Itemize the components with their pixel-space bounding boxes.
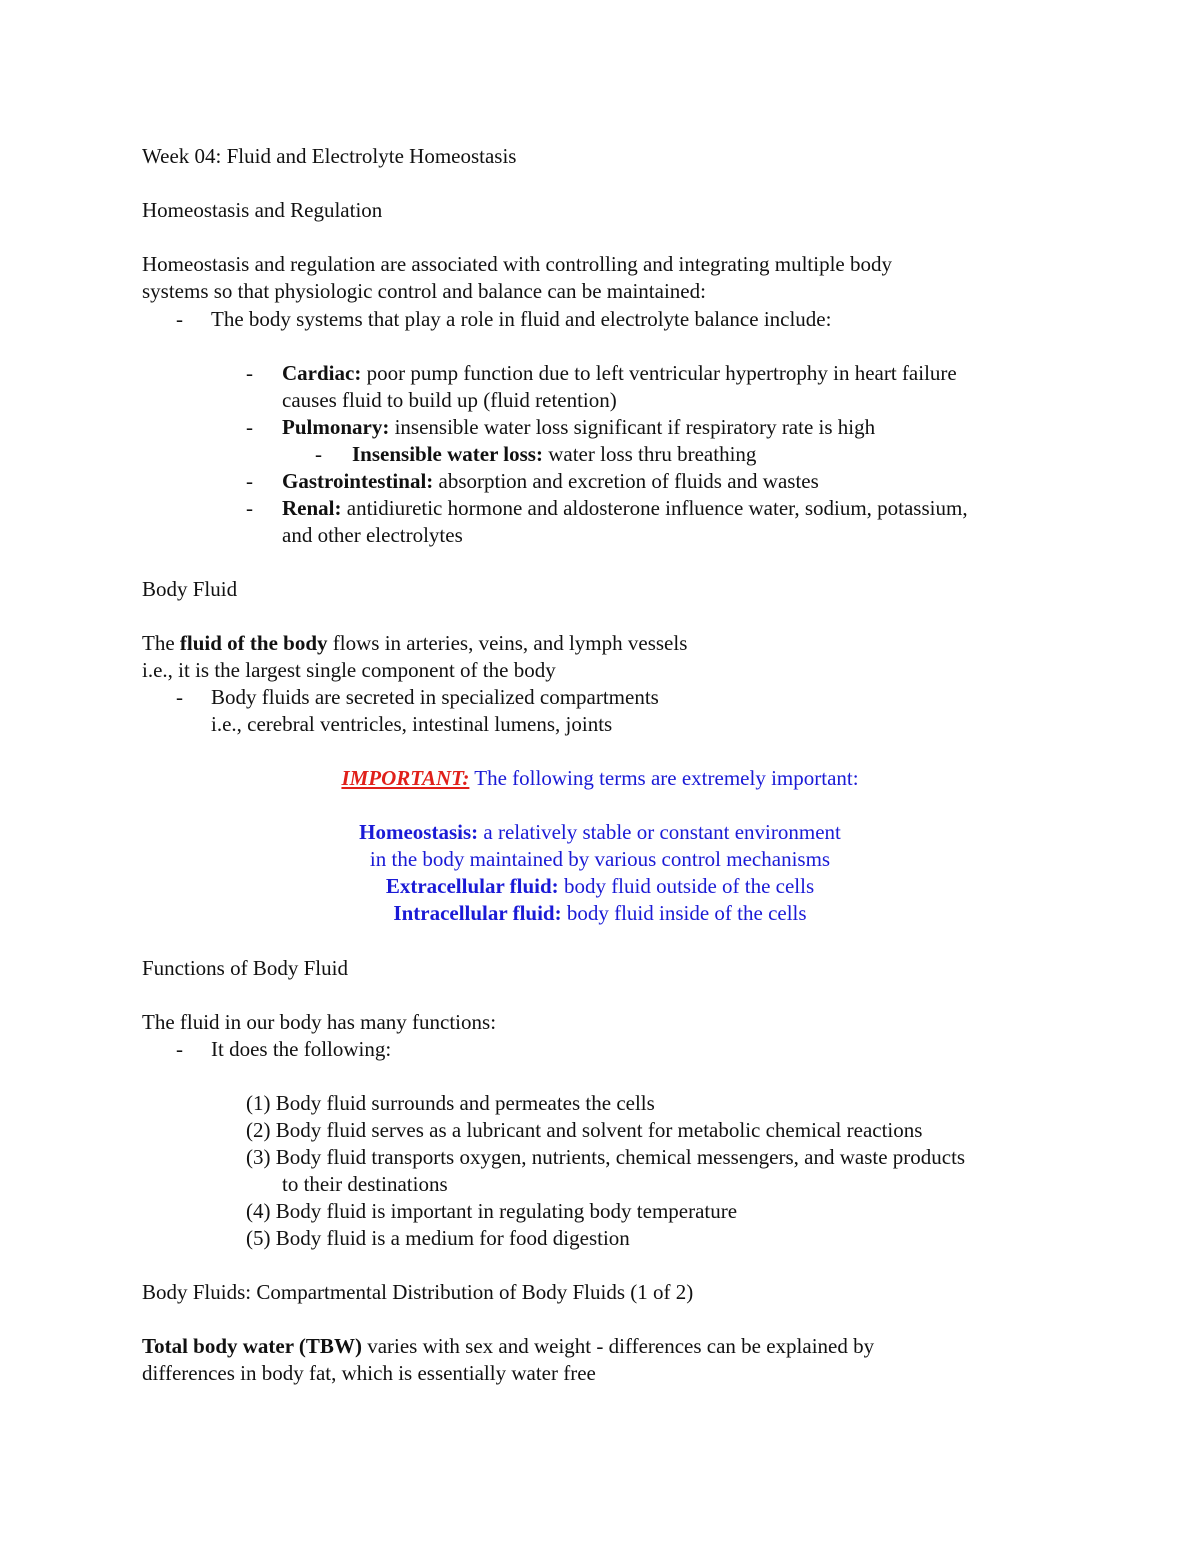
list-item — [352, 441, 756, 468]
paragraph-line: The fluid in our body has many functions: — [142, 1010, 497, 1034]
numbered-item: (5) Body fluid is a medium for food digestion — [246, 1226, 630, 1250]
bullet-dash: - — [246, 361, 253, 385]
term-description: absorption and excretion of fluids and wastes — [433, 469, 819, 493]
bullet-text: Body fluids are secreted in specialized compartments — [211, 685, 659, 709]
numbered-item: (1) Body fluid surrounds and permeates the cells — [246, 1091, 655, 1115]
definition-term: Extracellular fluid: — [385, 874, 559, 898]
paragraph-line — [142, 1333, 874, 1360]
definition-text: in the body maintained by various control mechanisms — [369, 847, 831, 871]
section-heading-functions: Functions of Body Fluid — [142, 956, 348, 980]
definition-text: a relatively stable or constant environment — [478, 820, 841, 844]
term-label: Gastrointestinal: — [282, 469, 434, 493]
numbered-item: (2) Body fluid serves as a lubricant and solvent for metabolic chemical reactions — [246, 1118, 923, 1142]
bullet-dash: - — [246, 496, 253, 520]
numbered-item: (4) Body fluid is important in regulating body temperature — [246, 1199, 738, 1223]
list-item-continuation: causes fluid to build up (fluid retention) — [282, 388, 617, 412]
bullet-text: The body systems that play a role in fluid and electrolyte balance include: — [211, 307, 832, 331]
paragraph-text: The — [142, 631, 180, 655]
important-text: The following terms are extremely important: — [469, 766, 859, 790]
bullet-dash: - — [176, 685, 183, 709]
bullet-dash: - — [246, 415, 253, 439]
important-callout — [0, 765, 1200, 792]
section-heading-compartmental: Body Fluids: Compartmental Distribution of Body Fluids (1 of 2) — [142, 1280, 694, 1304]
paragraph-text: flows in arteries, veins, and lymph vessels — [327, 631, 688, 655]
term-label: Renal: — [282, 496, 342, 520]
paragraph-text: varies with sex and weight - differences can be explained by — [361, 1334, 875, 1358]
term-description: water loss thru breathing — [542, 442, 757, 466]
term-label: Pulmonary: — [282, 415, 390, 439]
definition-line — [0, 819, 1200, 846]
term-description: poor pump function due to left ventricular hypertrophy in heart failure — [361, 361, 957, 385]
definition-line — [0, 900, 1200, 927]
list-item — [282, 495, 968, 522]
paragraph-line: differences in body fat, which is essentially water free — [142, 1361, 596, 1385]
section-heading-body-fluid: Body Fluid — [142, 577, 238, 601]
bold-term: fluid of the body — [179, 631, 328, 655]
numbered-item: (3) Body fluid transports oxygen, nutrients, chemical messengers, and waste products — [246, 1145, 966, 1169]
definition-text: body fluid inside of the cells — [561, 901, 807, 925]
section-heading-homeostasis: Homeostasis and Regulation — [142, 198, 383, 222]
paragraph-line — [142, 630, 687, 657]
list-item — [282, 468, 819, 495]
bullet-text: It does the following: — [211, 1037, 392, 1061]
list-item — [282, 414, 875, 441]
bullet-dash: - — [176, 307, 183, 331]
term-label: Cardiac: — [282, 361, 362, 385]
definition-line — [0, 846, 1200, 873]
list-item — [282, 360, 957, 387]
important-label: IMPORTANT: — [341, 766, 470, 790]
bullet-continuation: i.e., cerebral ventricles, intestinal lumens, joints — [211, 712, 613, 736]
intro-paragraph-line: Homeostasis and regulation are associated with controlling and integrating multiple body — [142, 252, 892, 276]
definition-term: Homeostasis: — [359, 820, 479, 844]
list-item-continuation: and other electrolytes — [282, 523, 463, 547]
term-description: antidiuretic hormone and aldosterone influence water, sodium, potassium, — [341, 496, 968, 520]
term-label: Insensible water loss: — [352, 442, 543, 466]
paragraph-line: i.e., it is the largest single component of the body — [142, 658, 556, 682]
bullet-dash: - — [246, 469, 253, 493]
bold-term: Total body water (TBW) — [142, 1334, 362, 1358]
term-description: insensible water loss significant if respiratory rate is high — [389, 415, 876, 439]
intro-paragraph-line: systems so that physiologic control and balance can be maintained: — [142, 279, 706, 303]
bullet-dash: - — [176, 1037, 183, 1061]
definition-term: Intracellular fluid: — [393, 901, 562, 925]
definition-line — [0, 873, 1200, 900]
numbered-item-continuation: to their destinations — [282, 1172, 448, 1196]
document-title: Week 04: Fluid and Electrolyte Homeostasis — [142, 144, 517, 168]
bullet-dash: - — [315, 442, 322, 466]
definition-text: body fluid outside of the cells — [558, 874, 815, 898]
